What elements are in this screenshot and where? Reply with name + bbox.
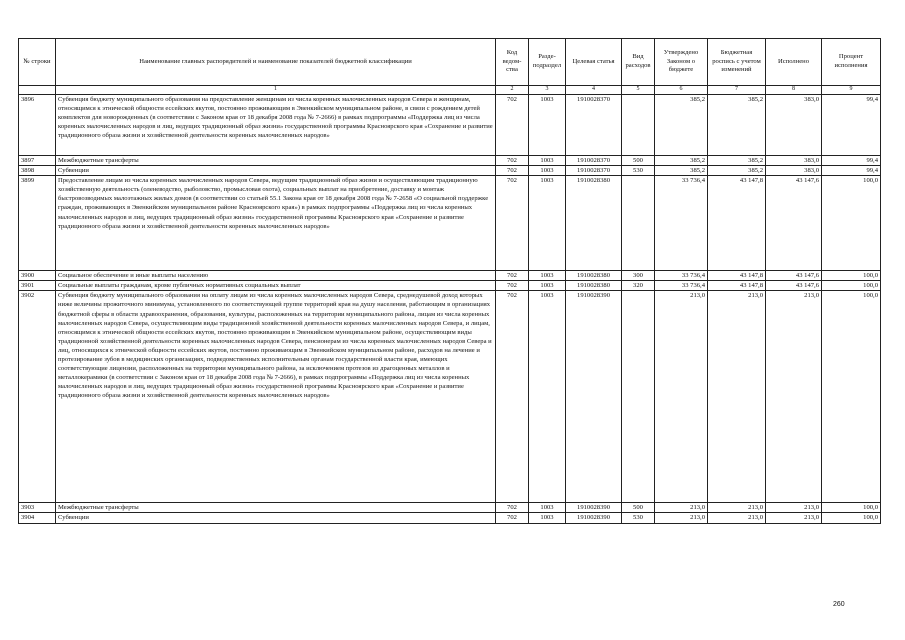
row-execution-percent: 99,4 [822,156,881,166]
row-executed-amount: 383,0 [766,156,822,166]
row-approved-amount: 213,0 [655,513,708,523]
row-target-article: 1910028380 [566,176,622,271]
row-number: 3903 [19,503,56,513]
header-approved: Утверждено Законом о бюджете [655,39,708,86]
header-name: Наименование главных распорядителей и наименование показателей бюджетной классификации [56,39,496,86]
row-executed-amount: 43 147,6 [766,281,822,291]
column-number-row [19,86,881,95]
row-target-article: 1910028380 [566,281,622,291]
row-section-code: 1003 [529,503,566,513]
row-execution-percent: 100,0 [822,503,881,513]
row-budget-list-amount: 385,2 [708,156,766,166]
row-number: 3898 [19,166,56,176]
row-expense-type: 300 [622,271,655,281]
row-target-article: 1910028370 [566,156,622,166]
row-execution-percent: 100,0 [822,271,881,281]
row-target-article: 1910028370 [566,166,622,176]
row-section-code: 1003 [529,156,566,166]
row-number: 3897 [19,156,56,166]
row-number: 3896 [19,95,56,156]
header-row-no: № строки [19,39,56,86]
table-row [19,281,881,291]
column-number: 6 [655,86,708,95]
row-target-article: 1910028390 [566,291,622,503]
row-expense-type [622,95,655,156]
row-budget-list-amount: 385,2 [708,95,766,156]
header-executed: Исполнено [766,39,822,86]
row-number: 3901 [19,281,56,291]
row-description: Социальные выплаты гражданам, кроме публичных нормативных социальных выплат [56,281,496,291]
row-approved-amount: 33 736,4 [655,281,708,291]
row-dept-code: 702 [496,156,529,166]
row-description: Субвенция бюджету муниципального образования на оплату лицам из числа коренных малочисленных народов Севера, среднедушевой доход которых ниже величины прожиточного минимума, установленного по соответствующей группе территорий края на душу населения, работающим в организациях бюджетной сферы в области здравоохранения, образования, культуры, расположенных на территории муниципального района, лицам из числа коренных малочисленных народов Севера, осуществляющим виды традиционной хозяйственной деятельности коренных малочисленных народов Севера, и лицам, относящимся к этнической общности ессейских якутов, постоянно проживающим в Эвенкийском муниципальном районе, осуществляющим виды традиционной хозяйственной деятельности коренных малочисленных народов Севера, пенсионерам из числа коренных малочисленных народов Севера и лиц, относящихся к этнической общности ессейских якутов, постоянно проживающим в Эвенкийском муниципальном районе, расходов на лечение и протезирование зубов в медицинских организациях, подведомственных исполнительным органам государственной власти края, имеющих соответствующие лицензии, расположенных на территории муниципального района, за исключением протезов из драгоценных металлов и металлокерамики (в соответствии с Законом края от 18 декабря 2008 года № 7-2666), в рамках подпрограммы «Поддержка лиц из числа коренных малочисленных народов и лиц, ведущих традиционный образ жизни» государственной программы Красноярского края «Сохранение и развитие традиционного образа жизни и хозяйственной деятельности коренных малочисленных народов» [56,291,496,503]
row-approved-amount: 385,2 [655,95,708,156]
row-execution-percent: 99,4 [822,95,881,156]
row-number: 3899 [19,176,56,271]
row-expense-type: 530 [622,166,655,176]
row-executed-amount: 213,0 [766,513,822,523]
table-row [19,176,881,271]
row-dept-code: 702 [496,271,529,281]
row-section-code: 1003 [529,271,566,281]
row-target-article: 1910028390 [566,503,622,513]
row-description: Субвенции [56,166,496,176]
row-budget-list-amount: 43 147,8 [708,281,766,291]
row-executed-amount: 213,0 [766,291,822,503]
header-budget-list: Бюджетная роспись с учетом изменений [708,39,766,86]
row-execution-percent: 100,0 [822,513,881,523]
row-approved-amount: 213,0 [655,291,708,503]
row-section-code: 1003 [529,513,566,523]
row-budget-list-amount: 213,0 [708,513,766,523]
row-execution-percent: 100,0 [822,176,881,271]
column-number: 8 [766,86,822,95]
row-executed-amount: 43 147,6 [766,271,822,281]
table-row [19,513,881,523]
table-row [19,503,881,513]
row-budget-list-amount: 385,2 [708,166,766,176]
row-approved-amount: 33 736,4 [655,176,708,271]
row-description: Субвенции [56,513,496,523]
column-number: 2 [496,86,529,95]
row-execution-percent: 100,0 [822,281,881,291]
row-dept-code: 702 [496,291,529,503]
row-section-code: 1003 [529,95,566,156]
row-executed-amount: 383,0 [766,95,822,156]
row-dept-code: 702 [496,166,529,176]
row-dept-code: 702 [496,503,529,513]
row-expense-type: 530 [622,513,655,523]
table-row [19,156,881,166]
row-expense-type [622,176,655,271]
row-executed-amount: 213,0 [766,503,822,513]
column-number: 5 [622,86,655,95]
row-expense-type [622,291,655,503]
table-row [19,291,881,503]
column-number: 7 [708,86,766,95]
row-approved-amount: 385,2 [655,156,708,166]
row-number: 3900 [19,271,56,281]
row-execution-percent: 99,4 [822,166,881,176]
table-body [19,95,881,524]
column-number: 1 [56,86,496,95]
row-dept-code: 702 [496,513,529,523]
header-exp-type: Вид расходов [622,39,655,86]
row-budget-list-amount: 213,0 [708,291,766,503]
column-number: 4 [566,86,622,95]
row-approved-amount: 385,2 [655,166,708,176]
row-executed-amount: 43 147,6 [766,176,822,271]
row-budget-list-amount: 43 147,8 [708,176,766,271]
row-approved-amount: 213,0 [655,503,708,513]
row-description: Межбюджетные трансферты [56,156,496,166]
row-expense-type: 500 [622,156,655,166]
row-section-code: 1003 [529,291,566,503]
column-number: 3 [529,86,566,95]
budget-execution-table [18,38,881,524]
row-target-article: 1910028380 [566,271,622,281]
header-section: Разде-подраздел [529,39,566,86]
column-number: 9 [822,86,881,95]
row-execution-percent: 100,0 [822,291,881,503]
header-target: Целевая статья [566,39,622,86]
row-description: Предоставление лицам из числа коренных малочисленных народов Севера, ведущим традиционный образ жизни и осуществляющим традиционную хозяйственную деятельность (оленеводство, рыболовство, промысловая охота), социальных выплат на приобретение, доставку и монтаж быстровозводимых малоэтажных жилых домов (в соответствии со статьей 55.1 Закона края от 18 декабря 2008 года № 7-2658 «О социальной поддержке граждан, проживающих в Эвенкийском муниципальном районе Красноярского края») в рамках подпрограммы «Поддержка лиц из числа коренных малочисленных народов и лиц, ведущих традиционный образ жизни» государственной программы Красноярского края «Сохранение и развитие традиционного образа жизни и хозяйственной деятельности коренных малочисленных народов» [56,176,496,271]
row-number: 3904 [19,513,56,523]
row-description: Социальное обеспечение и иные выплаты населению [56,271,496,281]
row-approved-amount: 33 736,4 [655,271,708,281]
table-header-row [19,39,881,86]
row-section-code: 1003 [529,281,566,291]
table-row [19,166,881,176]
column-number [19,86,56,95]
row-expense-type: 320 [622,281,655,291]
header-code: Код ведом-ства [496,39,529,86]
row-executed-amount: 383,0 [766,166,822,176]
row-section-code: 1003 [529,176,566,271]
row-dept-code: 702 [496,281,529,291]
row-dept-code: 702 [496,176,529,271]
row-dept-code: 702 [496,95,529,156]
row-number: 3902 [19,291,56,503]
page-number: 260 [833,601,845,608]
row-target-article: 1910028370 [566,95,622,156]
row-description: Межбюджетные трансферты [56,503,496,513]
row-budget-list-amount: 213,0 [708,503,766,513]
row-description: Субвенция бюджету муниципального образования на предоставление женщинам из числа коренных малочисленных народов Севера и женщинам, относящимся к этнической общности ессейских якутов, постоянно проживающим в Эвенкийском муниципальном районе, в связи с рождением детей комплектов для новорожденных (в соответствии с Законом края от 18 декабря 2008 года № 7-2666) в рамках подпрограммы «Поддержка лиц из числа коренных малочисленных народов и лиц, ведущих традиционный образ жизни» государственной программы Красноярского края «Сохранение и развитие традиционного образа жизни и хозяйственной деятельности коренных малочисленных народов» [56,95,496,156]
header-percent: Процент исполнения [822,39,881,86]
row-budget-list-amount: 43 147,8 [708,271,766,281]
table-row [19,271,881,281]
table-row [19,95,881,156]
row-expense-type: 500 [622,503,655,513]
row-target-article: 1910028390 [566,513,622,523]
row-section-code: 1003 [529,166,566,176]
